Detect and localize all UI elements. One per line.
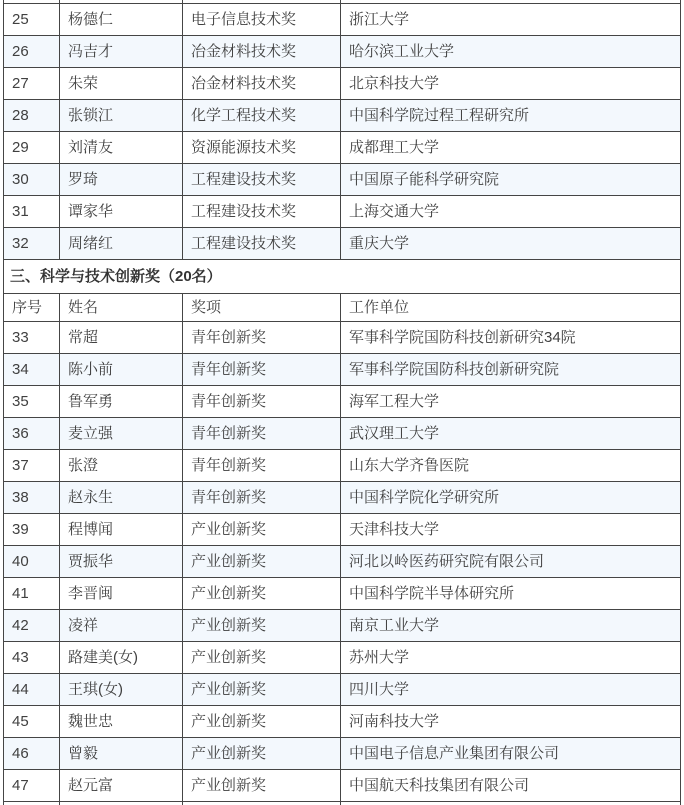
cell-name: 朱荣 — [60, 68, 183, 100]
cell-name: 魏世忠 — [60, 706, 183, 738]
table-row — [4, 706, 681, 738]
cell-partial — [60, 802, 183, 805]
cell-award: 青年创新奖 — [183, 386, 341, 418]
cell-award: 产业创新奖 — [183, 578, 341, 610]
cell-award: 产业创新奖 — [183, 770, 341, 802]
cell-name: 贾振华 — [60, 546, 183, 578]
cell-organization: 中国原子能科学研究院 — [341, 164, 681, 196]
cell-award: 产业创新奖 — [183, 674, 341, 706]
cell-serial-no: 35 — [4, 386, 60, 418]
cell-serial-no: 29 — [4, 132, 60, 164]
cell-award: 青年创新奖 — [183, 354, 341, 386]
cell-organization: 中国航天科技集团有限公司 — [341, 770, 681, 802]
cell-award: 冶金材料技术奖 — [183, 68, 341, 100]
cell-organization: 山东大学齐鲁医院 — [341, 450, 681, 482]
cell-serial-no: 45 — [4, 706, 60, 738]
table-row — [4, 578, 681, 610]
table-row — [4, 354, 681, 386]
cell-name: 刘清友 — [60, 132, 183, 164]
cell-award: 冶金材料技术奖 — [183, 36, 341, 68]
cell-organization: 浙江大学 — [341, 4, 681, 36]
cell-serial-no: 40 — [4, 546, 60, 578]
cell-serial-no: 31 — [4, 196, 60, 228]
cell-award: 工程建设技术奖 — [183, 228, 341, 260]
cell-award: 电子信息技术奖 — [183, 4, 341, 36]
cell-serial-no: 47 — [4, 770, 60, 802]
cell-organization: 哈尔滨工业大学 — [341, 36, 681, 68]
cell-name: 李晋闽 — [60, 578, 183, 610]
cell-organization: 军事科学院国防科技创新研究34院 — [341, 322, 681, 354]
section-heading: 三、科学与技术创新奖（20名） — [4, 260, 681, 294]
cell-serial-no: 27 — [4, 68, 60, 100]
cell-award: 产业创新奖 — [183, 546, 341, 578]
table-row — [4, 322, 681, 354]
cell-serial-no: 33 — [4, 322, 60, 354]
cell-serial-no: 34 — [4, 354, 60, 386]
cell-organization: 重庆大学 — [341, 228, 681, 260]
cell-partial — [4, 802, 60, 805]
column-header-award: 奖项 — [183, 294, 341, 322]
cell-serial-no: 44 — [4, 674, 60, 706]
cell-name: 冯吉才 — [60, 36, 183, 68]
cell-award: 资源能源技术奖 — [183, 132, 341, 164]
cell-serial-no: 41 — [4, 578, 60, 610]
cell-award: 青年创新奖 — [183, 450, 341, 482]
cell-name: 曾毅 — [60, 738, 183, 770]
cell-name: 杨德仁 — [60, 4, 183, 36]
cell-name: 王琪(女) — [60, 674, 183, 706]
table-row — [4, 386, 681, 418]
table-row — [4, 228, 681, 260]
table-row — [4, 36, 681, 68]
table-row — [4, 196, 681, 228]
cell-serial-no: 37 — [4, 450, 60, 482]
cell-award: 产业创新奖 — [183, 706, 341, 738]
cell-serial-no: 25 — [4, 4, 60, 36]
cell-award: 工程建设技术奖 — [183, 196, 341, 228]
cell-name: 张锁江 — [60, 100, 183, 132]
cell-name: 常超 — [60, 322, 183, 354]
cell-name: 路建美(女) — [60, 642, 183, 674]
cell-award: 工程建设技术奖 — [183, 164, 341, 196]
table-row — [4, 674, 681, 706]
cell-serial-no: 39 — [4, 514, 60, 546]
table-row — [4, 68, 681, 100]
cell-award: 青年创新奖 — [183, 482, 341, 514]
column-header-name: 姓名 — [60, 294, 183, 322]
cell-organization: 成都理工大学 — [341, 132, 681, 164]
cell-name: 鲁军勇 — [60, 386, 183, 418]
cell-organization: 四川大学 — [341, 674, 681, 706]
column-header-org: 工作单位 — [341, 294, 681, 322]
table-row — [4, 450, 681, 482]
cell-award: 产业创新奖 — [183, 610, 341, 642]
cell-name: 张澄 — [60, 450, 183, 482]
cell-serial-no: 42 — [4, 610, 60, 642]
cell-serial-no: 46 — [4, 738, 60, 770]
table-row — [4, 738, 681, 770]
cell-name: 陈小前 — [60, 354, 183, 386]
table-row — [4, 4, 681, 36]
table-row — [4, 418, 681, 450]
cell-organization: 中国科学院化学研究所 — [341, 482, 681, 514]
cell-name: 赵元富 — [60, 770, 183, 802]
awards-table — [3, 0, 681, 805]
column-header-no: 序号 — [4, 294, 60, 322]
cell-organization: 苏州大学 — [341, 642, 681, 674]
table-header-row — [4, 294, 681, 322]
cell-award: 青年创新奖 — [183, 322, 341, 354]
cell-name: 罗琦 — [60, 164, 183, 196]
cell-organization: 海军工程大学 — [341, 386, 681, 418]
table-row-section — [4, 260, 681, 294]
cell-name: 赵永生 — [60, 482, 183, 514]
cell-organization: 天津科技大学 — [341, 514, 681, 546]
cell-serial-no: 38 — [4, 482, 60, 514]
cell-serial-no: 32 — [4, 228, 60, 260]
cell-name: 谭家华 — [60, 196, 183, 228]
cell-award: 化学工程技术奖 — [183, 100, 341, 132]
cell-serial-no: 30 — [4, 164, 60, 196]
cell-serial-no: 28 — [4, 100, 60, 132]
cell-organization: 河北以岭医药研究院有限公司 — [341, 546, 681, 578]
cell-name: 凌祥 — [60, 610, 183, 642]
table-row — [4, 482, 681, 514]
table-body-bottom — [4, 322, 681, 802]
table-row — [4, 770, 681, 802]
cell-award: 产业创新奖 — [183, 738, 341, 770]
table-row — [4, 642, 681, 674]
table-row-partial-bottom — [4, 802, 681, 805]
cell-organization: 南京工业大学 — [341, 610, 681, 642]
cell-organization: 军事科学院国防科技创新研究院 — [341, 354, 681, 386]
cell-organization: 武汉理工大学 — [341, 418, 681, 450]
cell-serial-no: 36 — [4, 418, 60, 450]
table-row — [4, 132, 681, 164]
cell-serial-no: 26 — [4, 36, 60, 68]
cell-name: 周绪红 — [60, 228, 183, 260]
cell-award: 产业创新奖 — [183, 642, 341, 674]
cell-organization: 中国电子信息产业集团有限公司 — [341, 738, 681, 770]
cell-partial — [183, 802, 341, 805]
table-body-top — [4, 4, 681, 260]
table-row — [4, 100, 681, 132]
cell-organization: 上海交通大学 — [341, 196, 681, 228]
table-row — [4, 514, 681, 546]
cell-name: 程博闻 — [60, 514, 183, 546]
cell-award: 产业创新奖 — [183, 514, 341, 546]
cell-serial-no: 43 — [4, 642, 60, 674]
cell-organization: 河南科技大学 — [341, 706, 681, 738]
cell-name: 麦立强 — [60, 418, 183, 450]
table-row — [4, 610, 681, 642]
cell-organization: 北京科技大学 — [341, 68, 681, 100]
table-row — [4, 164, 681, 196]
cell-partial — [341, 802, 681, 805]
cell-award: 青年创新奖 — [183, 418, 341, 450]
table-row — [4, 546, 681, 578]
cell-organization: 中国科学院半导体研究所 — [341, 578, 681, 610]
cell-organization: 中国科学院过程工程研究所 — [341, 100, 681, 132]
